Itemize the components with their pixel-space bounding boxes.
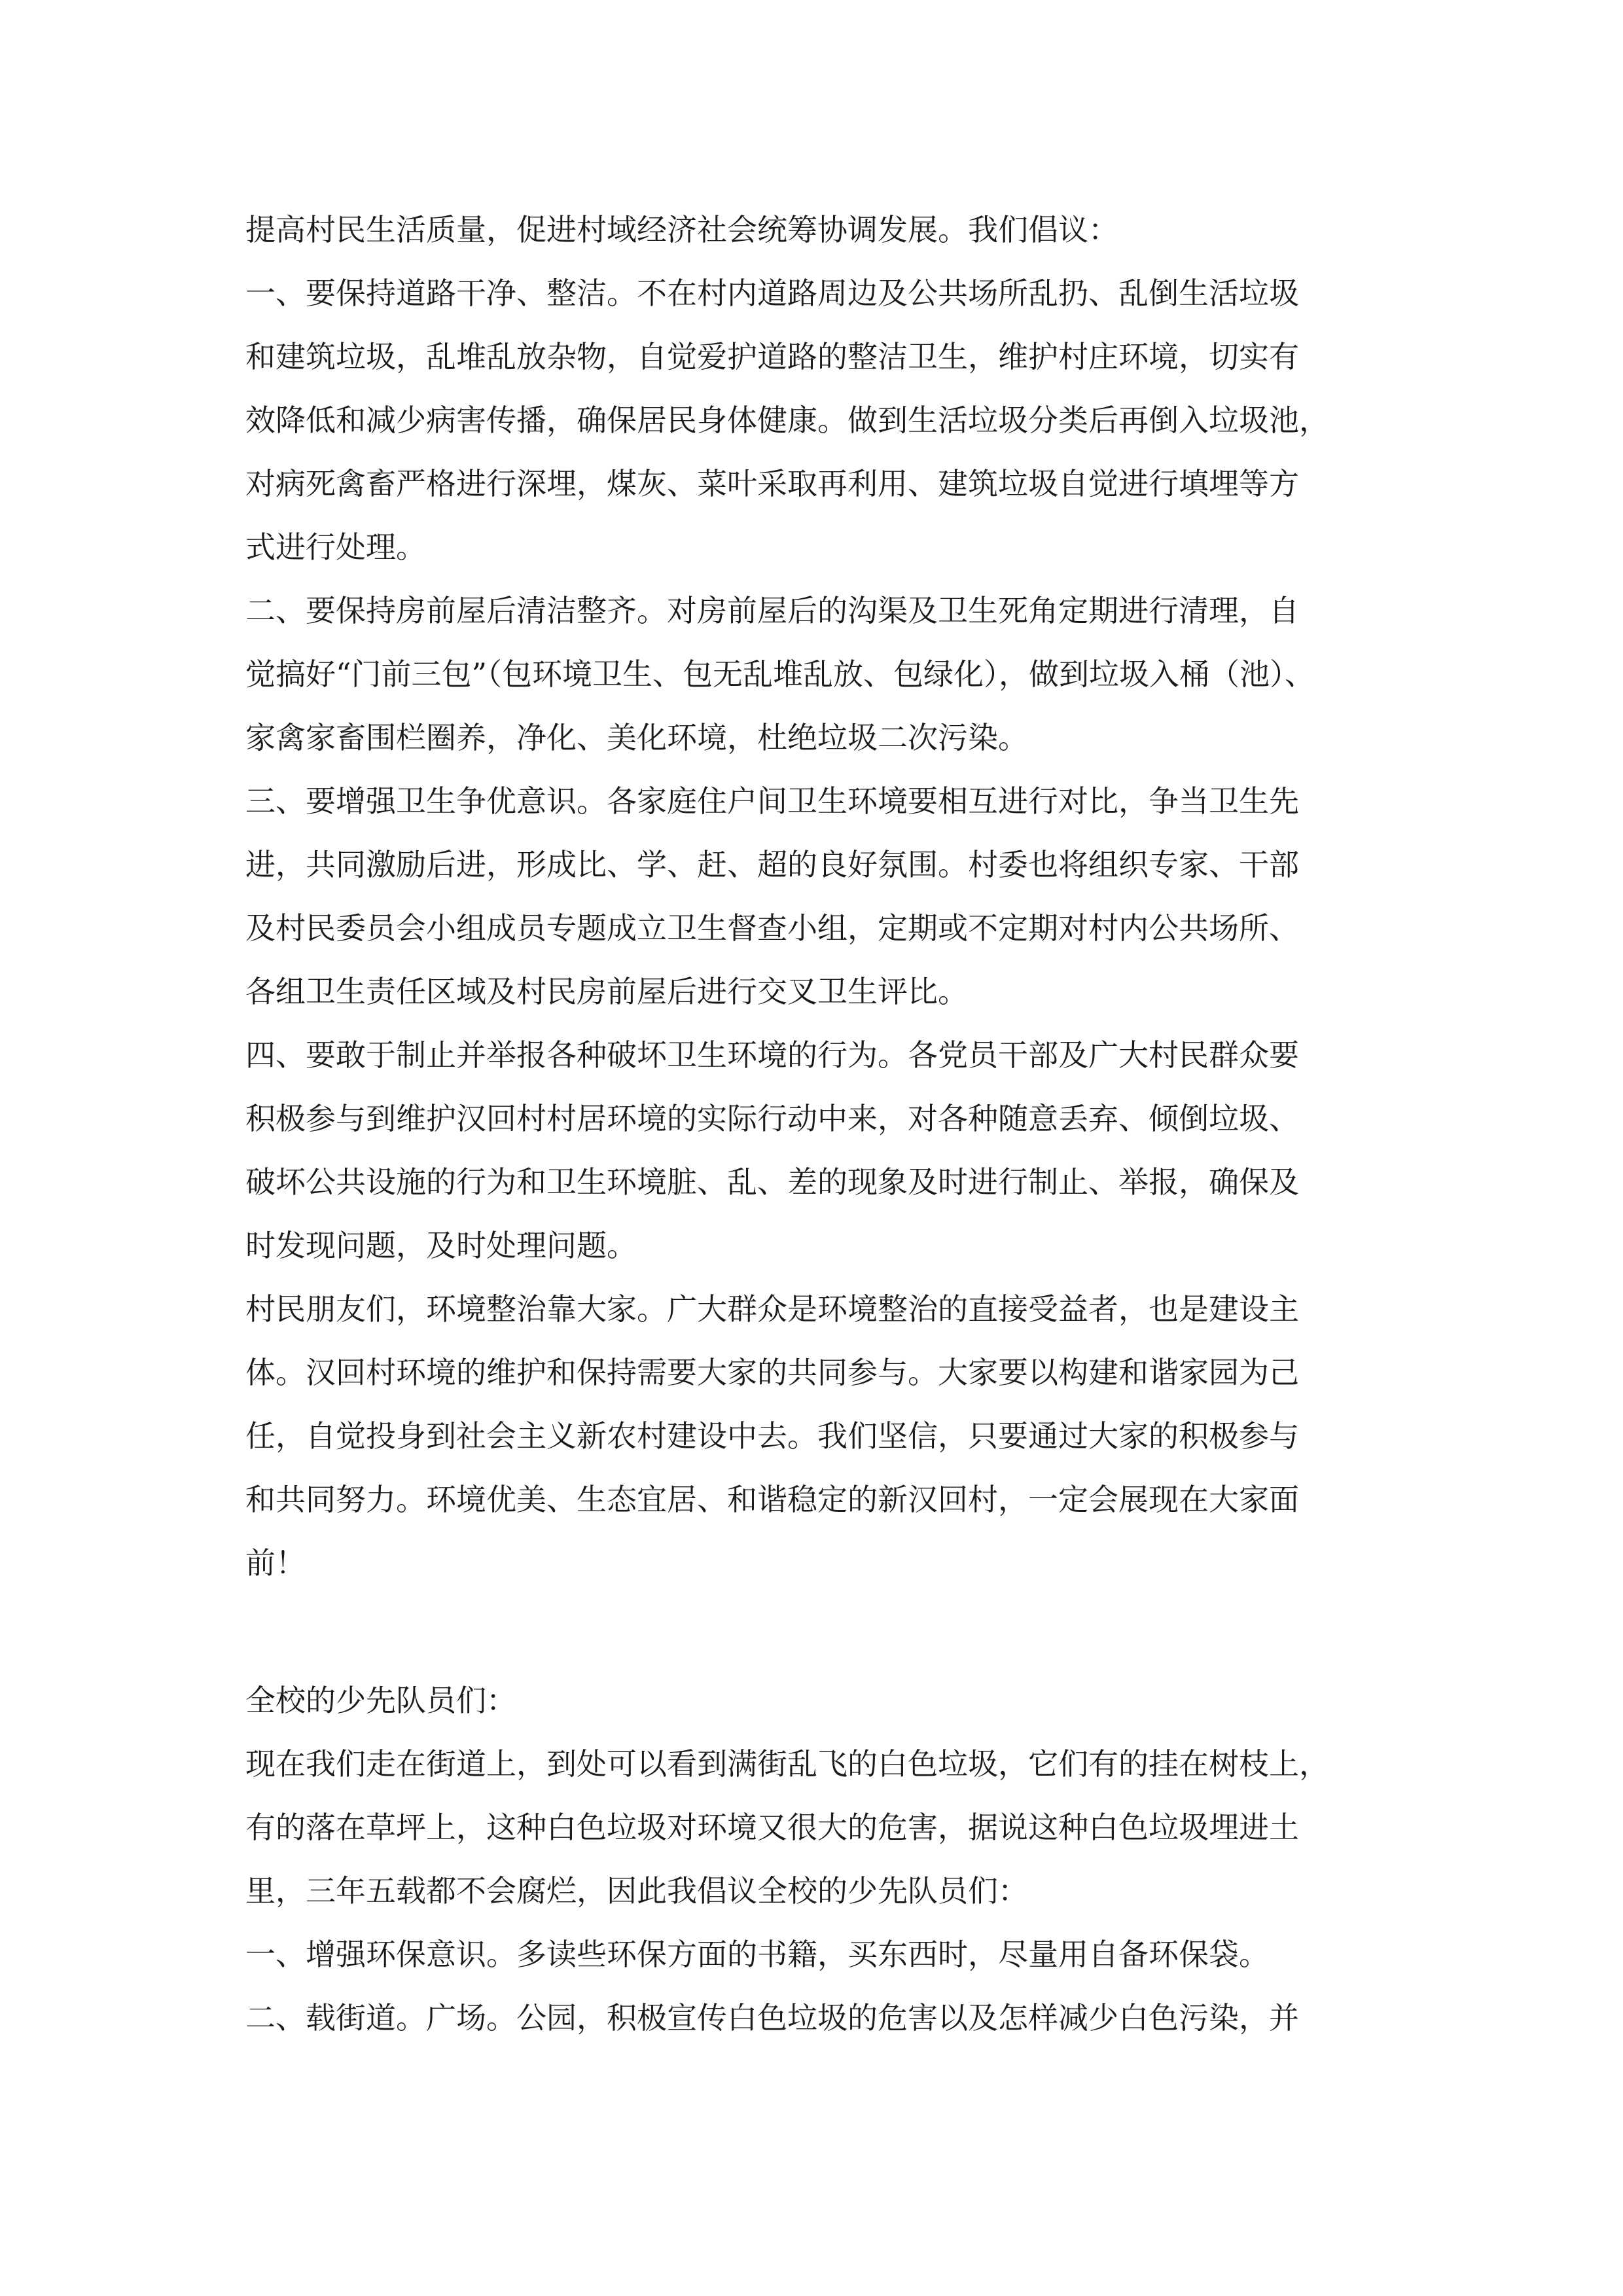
- text-line: 任，自觉投身到社会主义新农村建设中去。我们坚信，只要通过大家的积极参与: [245, 1418, 1299, 1454]
- text-line: 现在我们走在街道上，到处可以看到满街乱飞的白色垃圾，它们有的挂在树枝上，: [245, 1746, 1329, 1782]
- text-line: 有的落在草坪上，这种白色垃圾对环境又很大的危害，据说这种白色垃圾埋进土: [245, 1810, 1299, 1845]
- text-line: 效降低和减少病害传播，确保居民身体健康。做到生活垃圾分类后再倒入垃圾池，: [245, 403, 1329, 438]
- text-line: 及村民委员会小组成员专题成立卫生督查小组，定期或不定期对村内公共场所、: [245, 910, 1299, 946]
- text-line: 一、要保持道路干净、整洁。不在村内道路周边及公共场所乱扔、乱倒生活垃圾: [245, 276, 1299, 311]
- text-line: 二、载街道。广场。公园，积极宣传白色垃圾的危害以及怎样减少白色污染，并: [245, 2000, 1299, 2036]
- text-line: 家禽家畜围栏圈养，净化、美化环境，杜绝垃圾二次污染。: [245, 720, 1028, 755]
- text-line: 各组卫生责任区域及村民房前屋后进行交叉卫生评比。: [245, 974, 968, 1009]
- text-line: 村民朋友们，环境整治靠大家。广大群众是环境整治的直接受益者，也是建设主: [245, 1291, 1299, 1327]
- text-line: 一、增强环保意识。多读些环保方面的书籍，买东西时，尽量用自备环保袋。: [245, 1937, 1269, 1972]
- text-line: 破坏公共设施的行为和卫生环境脏、乱、差的现象及时进行制止、举报，确保及: [245, 1164, 1299, 1200]
- salutation-line: 全校的少先队员们：: [245, 1683, 516, 1718]
- text-line: 和建筑垃圾，乱堆乱放杂物，自觉爱护道路的整洁卫生，维护村庄环境，切实有: [245, 339, 1299, 374]
- text-line: 体。汉回村环境的维护和保持需要大家的共同参与。大家要以构建和谐家园为己: [245, 1355, 1299, 1390]
- text-line: 觉搞好“门前三包”（包环境卫生、包无乱堆乱放、包绿化），做到垃圾入桶（池）、: [245, 656, 1315, 692]
- text-line: 三、要增强卫生争优意识。各家庭住户间卫生环境要相互进行对比，争当卫生先: [245, 783, 1299, 819]
- text-line: 时发现问题，及时处理问题。: [245, 1228, 637, 1263]
- text-line: 对病死禽畜严格进行深埋，煤灰、菜叶采取再利用、建筑垃圾自觉进行填埋等方: [245, 466, 1299, 501]
- school-initiative-section: [245, 1669, 1397, 2050]
- text-line: 二、要保持房前屋后清洁整齐。对房前屋后的沟渠及卫生死角定期进行清理，自: [245, 593, 1299, 628]
- text-line: 式进行处理。: [245, 529, 426, 565]
- text-line: 和共同努力。环境优美、生态宜居、和谐稳定的新汉回村，一定会展现在大家面: [245, 1482, 1299, 1517]
- text-line: 四、要敢于制止并举报各种破坏卫生环境的行为。各党员干部及广大村民群众要: [245, 1037, 1299, 1073]
- text-line: 提高村民生活质量，促进村域经济社会统筹协调发展。我们倡议：: [245, 212, 1118, 247]
- text-line: 里，三年五载都不会腐烂，因此我倡议全校的少先队员们：: [245, 1873, 1028, 1909]
- text-line: 前！: [245, 1545, 306, 1581]
- text-line: 进，共同激励后进，形成比、学、赶、超的良好氛围。村委也将组织专家、干部: [245, 847, 1299, 882]
- village-initiative-section: [245, 198, 1397, 1595]
- text-line: 积极参与到维护汉回村村居环境的实际行动中来，对各种随意丢弃、倾倒垃圾、: [245, 1101, 1299, 1136]
